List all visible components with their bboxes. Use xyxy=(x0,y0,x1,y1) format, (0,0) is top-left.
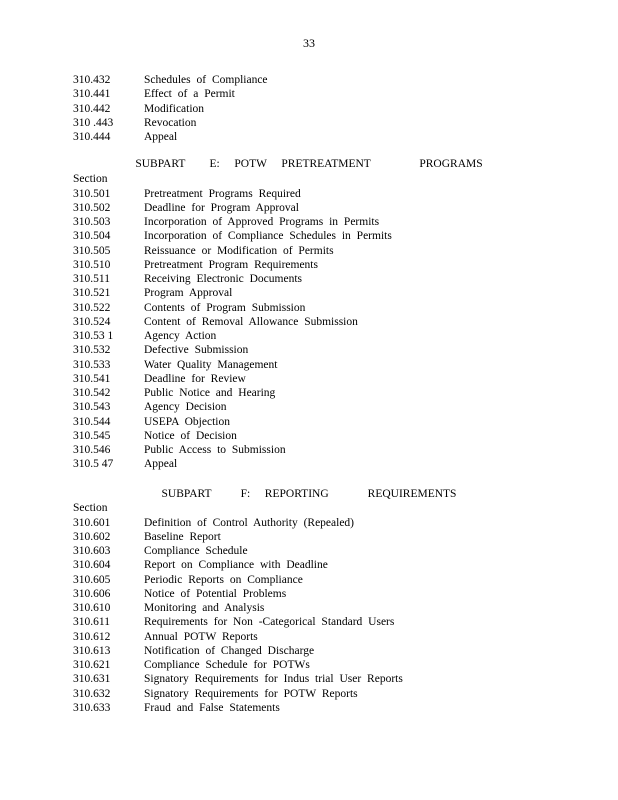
section-title: Defective Submission xyxy=(144,344,249,357)
toc-row xyxy=(73,87,553,101)
toc-row xyxy=(73,116,553,130)
section-number: 310.601 xyxy=(73,516,111,529)
section-number: 310.632 xyxy=(73,687,111,700)
section-title: Signatory Requirements for Indus trial User Reports xyxy=(144,673,403,686)
section-number: 310.502 xyxy=(73,201,111,214)
section-title: Appeal xyxy=(144,458,178,471)
toc-row xyxy=(73,544,553,558)
toc-row xyxy=(73,672,553,686)
toc-row xyxy=(73,615,553,629)
section-title: Compliance Schedule xyxy=(144,545,248,557)
toc-row xyxy=(73,415,553,429)
toc-row xyxy=(73,286,553,300)
section-title: Program Approval xyxy=(144,287,233,300)
section-number: 310.603 xyxy=(73,545,111,557)
section-title: Deadline for Program Approval xyxy=(144,201,299,214)
subpart-f-section-label-wrap xyxy=(73,501,553,515)
section-title: Notice of Decision xyxy=(144,429,237,442)
section-number: 310.524 xyxy=(73,315,111,328)
section-title: Baseline Report xyxy=(144,530,221,543)
toc-row xyxy=(73,558,553,572)
toc-row xyxy=(73,400,553,414)
section-number: 310.432 xyxy=(73,74,111,86)
section-title: Water Quality Management xyxy=(144,358,278,371)
section-list-top xyxy=(73,73,553,144)
subpart-e-list xyxy=(73,187,553,472)
section-number: 310.604 xyxy=(73,559,111,572)
section-number: 310.613 xyxy=(73,644,111,657)
section-title: Requirements for Non -Categorical Standard Users xyxy=(144,616,395,629)
subpart-e-section-label: Section xyxy=(73,173,108,185)
section-title: Notice of Potential Problems xyxy=(144,587,287,600)
section-title: Content of Removal Allowance Submission xyxy=(144,315,358,328)
toc-row xyxy=(73,244,553,258)
section-title: Effect of a Permit xyxy=(144,88,235,101)
toc-row xyxy=(73,644,553,658)
section-number: 310.503 xyxy=(73,216,111,228)
toc-row xyxy=(73,701,553,715)
section-number: 310.542 xyxy=(73,387,111,399)
toc-row xyxy=(73,272,553,286)
toc-row xyxy=(73,516,553,530)
section-title: Notification of Changed Discharge xyxy=(144,644,315,657)
section-number: 310.631 xyxy=(73,673,111,686)
section-number: 310.611 xyxy=(73,616,110,629)
toc-row xyxy=(73,573,553,587)
section-number: 310.633 xyxy=(73,701,111,714)
toc-row xyxy=(73,130,553,144)
section-number: 310.501 xyxy=(73,187,111,200)
toc-row xyxy=(73,601,553,615)
section-title: Incorporation of Compliance Schedules in Permits xyxy=(144,230,392,243)
toc-row xyxy=(73,372,553,386)
section-number: 310.53 1 xyxy=(73,330,114,342)
toc-row xyxy=(73,443,553,457)
toc-row xyxy=(73,229,553,243)
section-number: 310.606 xyxy=(73,587,111,600)
section-number: 310.546 xyxy=(73,444,111,456)
toc-row xyxy=(73,329,553,343)
section-title: Public Notice and Hearing xyxy=(144,387,276,399)
section-title: Schedules of Compliance xyxy=(144,74,268,86)
toc-row xyxy=(73,687,553,701)
section-title: Compliance Schedule for POTWs xyxy=(144,659,310,671)
subpart-e-section-label-wrap xyxy=(73,172,553,186)
section-number: 310.545 xyxy=(73,429,111,442)
toc-row xyxy=(73,530,553,544)
section-title: Contents of Program Submission xyxy=(144,301,306,314)
section-number: 310.511 xyxy=(73,273,110,285)
section-title: Agency Decision xyxy=(144,401,227,414)
section-number: 310.521 xyxy=(73,287,111,300)
toc-row xyxy=(73,73,553,87)
section-title: Receiving Electronic Documents xyxy=(144,273,303,285)
toc-row xyxy=(73,630,553,644)
toc-row xyxy=(73,301,553,315)
toc-row xyxy=(73,315,553,329)
section-title: Fraud and False Statements xyxy=(144,701,280,714)
section-number: 310.612 xyxy=(73,630,111,643)
section-title: Deadline for Review xyxy=(144,372,246,385)
section-number: 310 .443 xyxy=(73,116,114,129)
toc-row xyxy=(73,215,553,229)
section-title: Monitoring and Analysis xyxy=(144,602,265,614)
toc-row xyxy=(73,258,553,272)
section-title: Annual POTW Reports xyxy=(144,630,258,643)
section-title: Signatory Requirements for POTW Reports xyxy=(144,687,358,700)
section-number: 310.522 xyxy=(73,301,111,314)
section-number: 310.605 xyxy=(73,573,111,586)
section-title: Pretreatment Program Requirements xyxy=(144,258,318,271)
section-number: 310.541 xyxy=(73,372,111,385)
toc-row xyxy=(73,102,553,116)
section-number: 310.504 xyxy=(73,230,111,243)
section-number: 310.621 xyxy=(73,659,111,671)
section-number: 310.610 xyxy=(73,602,111,614)
section-number: 310.544 xyxy=(73,415,111,428)
subpart-f-section-label: Section xyxy=(73,502,108,514)
toc-row xyxy=(73,658,553,672)
section-number: 310.510 xyxy=(73,258,111,271)
section-number: 310.5 47 xyxy=(73,458,114,471)
section-number: 310.441 xyxy=(73,88,111,101)
section-number: 310.533 xyxy=(73,358,111,371)
toc-row xyxy=(73,457,553,471)
section-title: Public Access to Submission xyxy=(144,444,286,456)
section-title: Periodic Reports on Compliance xyxy=(144,573,303,586)
section-number: 310.444 xyxy=(73,131,111,143)
toc-row xyxy=(73,358,553,372)
section-number: 310.442 xyxy=(73,102,111,115)
section-title: Revocation xyxy=(144,116,197,129)
section-title: Appeal xyxy=(144,131,178,143)
section-number: 310.505 xyxy=(73,244,111,257)
toc-row xyxy=(73,386,553,400)
section-title: Modification xyxy=(144,102,205,115)
section-title: Incorporation of Approved Programs in Permits xyxy=(144,216,380,228)
subpart-e-heading: SUBPART E: POTW PRETREATMENT PROGRAMS xyxy=(135,158,483,170)
subpart-f-heading: SUBPART F: REPORTING REQUIREMENTS xyxy=(161,488,457,500)
toc-row xyxy=(73,343,553,357)
section-title: USEPA Objection xyxy=(144,415,230,428)
toc-row xyxy=(73,587,553,601)
section-title: Definition of Control Authority (Repealed) xyxy=(144,516,355,529)
subpart-f-list xyxy=(73,516,553,716)
toc-row xyxy=(73,187,553,201)
toc-row xyxy=(73,201,553,215)
section-number: 310.602 xyxy=(73,530,111,543)
section-title: Pretreatment Programs Required xyxy=(144,187,301,200)
section-title: Agency Action xyxy=(144,330,217,342)
toc-row xyxy=(73,429,553,443)
section-title: Report on Compliance with Deadline xyxy=(144,559,328,572)
section-number: 310.543 xyxy=(73,401,111,414)
section-title: Reissuance or Modification of Permits xyxy=(144,244,334,257)
page-number: 33 xyxy=(303,36,315,50)
section-number: 310.532 xyxy=(73,344,111,357)
